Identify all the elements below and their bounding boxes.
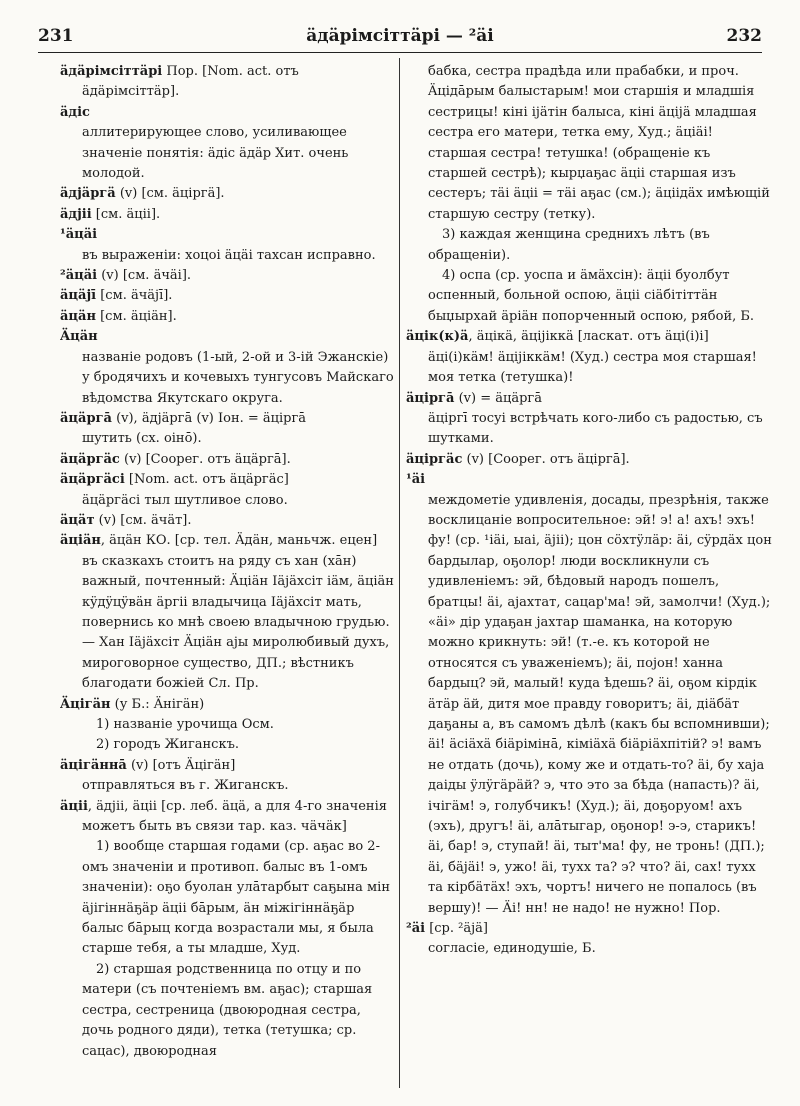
dictionary-entry xyxy=(60,511,396,531)
dictionary-entry xyxy=(60,756,396,776)
dictionary-entry xyxy=(60,103,396,123)
dictionary-entry xyxy=(60,695,396,715)
entry-headword: äцiк(к)ä xyxy=(406,329,469,345)
entry-headword: äцii xyxy=(60,798,88,814)
entry-headword: äцäjī xyxy=(60,288,97,304)
entry-definition: шутить (сх. оiнō). xyxy=(82,431,202,447)
entry-grammar: , äцäн КО. [ср. тел. Äдäн, маньчж. ецен] въ сказкахъ стоитъ на ряду съ хан (хāн) важный, почтенный: Äцiäн Iäjäхсiт iäм, äцiäн кÿдÿцÿвäн äргii владычица Iäjäхсiт мать, повернись ко мнѣ своею владычною грудью. — Хан Iäjäхсiт Äцiäн аjы миролюбивый духъ, мироговорное существо, ДП.; вѣстникъ благодати божіей Сл. Пр. xyxy=(82,533,394,692)
entry-grammar: (v) [Cooрег. отъ äцiргā]. xyxy=(462,451,630,467)
running-title: äдäрiмсiттäрi — ²äi xyxy=(306,26,494,46)
entry-grammar: , äдjii, äцii [ср. леб. äцä, а для 4-го значенія можетъ быть въ связи тар. каз. чäчäк] xyxy=(82,798,387,835)
dictionary-entry xyxy=(60,286,396,306)
entry-headword: äцäргäсi xyxy=(60,472,125,488)
entry-headword: äдäрiмсiттäрi xyxy=(60,64,163,79)
entry-headword: äцiргäс xyxy=(406,451,463,467)
dictionary-entry xyxy=(60,450,396,470)
entry-definition: отправляться въ г. Жиганскъ. xyxy=(82,778,289,794)
entry-headword: ¹äi xyxy=(406,472,426,488)
numbered-sense: 2) старшая родственница по отцу и по матери (съ почтеніемъ вм. аҕас); старшая сестра, сестреница (двоюродная сестра, дочь родного дяди), тетка (тетушка; ср. сацас), двоюродная xyxy=(82,961,373,1059)
entry-definition: бабка, сестра прадѣда или прабабки, и проч. Äцiдāрым балыстарым! мои старшія и младшія сестрицы! кiнi iјäтiн балыса, кiнi äцiјä младшая сестра его матери, тетка ему, Худ.; äцiäi! старшая сестра! тетушка! (обращеніе къ старшей сестрѣ); кырџаҕас äцii старшая изъ сестеръ; тäi äцii = тäi аҕас (см.); äцiiдäх имѣющій старшую сестру (тетку). xyxy=(428,64,770,222)
entry-grammar: (у Б.: Äнiгäн) xyxy=(110,696,205,712)
entry-headword: ²äцäi xyxy=(60,268,98,284)
entry-grammar: [см. äцiäн]. xyxy=(95,308,177,324)
entry-headword: Äцiгäн xyxy=(60,696,111,712)
dictionary-entry xyxy=(406,327,772,388)
entry-grammar: (v) = äцäргā xyxy=(454,390,542,406)
entry-grammar: (v) [см. äцiргä]. xyxy=(115,186,225,202)
dictionary-entry xyxy=(406,470,772,490)
dictionary-entry xyxy=(60,62,396,103)
right-column xyxy=(406,62,772,1090)
dictionary-entry xyxy=(60,205,396,225)
dictionary-entry xyxy=(60,266,396,286)
entry-grammar: [ср. ²äjä] xyxy=(425,921,488,937)
entry-definition: äцiргī тосуi встрѣчать кого-либо съ радостью, съ шутками. xyxy=(428,410,763,447)
entry-grammar: (v), äдjäргā (v) Іон. = äцiргā xyxy=(111,410,307,426)
dictionary-entry xyxy=(60,531,396,694)
dictionary-entry xyxy=(60,470,396,490)
entry-headword: äдjäргä xyxy=(60,186,116,202)
entry-headword: ¹äцäi xyxy=(60,227,98,243)
dictionary-entry xyxy=(60,797,396,838)
entry-definition: названіе родовъ (1-ый, 2-ой и 3-iй Эжанскіе) у бродячихъ и кочевыхъ тунгусовъ Майскаго вѣдомства Якутскаго округа. xyxy=(82,349,394,406)
entry-definition: äцäргäсi тыл шутливое слово. xyxy=(82,492,288,508)
dictionary-entry xyxy=(60,307,396,327)
dictionary-entry xyxy=(60,184,396,204)
entry-definition: междометіе удивленія, досады, презрѣнія, также восклицаніе вопросительное: эй! э! а! ахъ! эхъ! фу! (ср. ¹iäi, ыаi, äjii); цон сöхтÿлäр: äi, сÿрдäх цон бардылар, оҕолор! люди воскликнули съ удивленіемъ: эй, бѣдовый народъ пошелъ, братцы! äi, аjахтат, сацар'ма! эй, замолчи! (Худ.); «äi» дiр удаҕан jахтар шаманка, на которую можно крикнуть: эй! (т.-е. къ которой не относятся съ уваженіемъ); äi, поjон! ханна бардыц? эй, малый! куда ѣдешь? äi, оҕом кiрдiк äтäр äй, дитя мое правду говоритъ; äi, дiäбäт даҕаны а, въ самомъ дѣлѣ (какъ бы вспомнивши); äi! äсiäхä бiäрiмiнā, кiмiäхä бiäрiäхпiтiй? э! вамъ не отдать (дочь), кому же и отдать-то? äi, бу хаjа даiды ÿлÿгäрäй? э, что это за бѣда (напасть)? äi, iчiгäм! э, голубчикъ! (Худ.); äi, доҕоруом! ахъ (эхъ), другъ! äi, алāтыгар, оҕонор! э-э, старикъ! äi, бар! э, ступай! äi, тыт'ма! фу, не тронь! (ДП.); äi, бäjäi! э, ужо! äi, тухх та? э? что? äi, сах! тухх та кiрбäтäх! эхъ, чортъ! ничего не попалось (въ вершу)! — Äi! нн! не надо! не нужно! Пор. xyxy=(428,492,772,916)
entry-headword: ²äi xyxy=(406,921,426,937)
entry-headword: äцiäн xyxy=(60,533,101,549)
entry-grammar: (v) [см. äчäт]. xyxy=(94,512,192,528)
entry-headword: äцiргā xyxy=(406,390,455,406)
entry-grammar: Пор. [Nom. act. отъ äдäрiмсiттäр]. xyxy=(82,64,299,100)
numbered-sense: 1) названіе урочища Осм. xyxy=(96,717,274,732)
page-header xyxy=(38,18,762,52)
entry-headword: äцäт xyxy=(60,512,95,528)
entry-grammar: (v) [Cooрег. отъ äцäргā]. xyxy=(119,451,291,467)
numbered-sense: 4) оспа (ср. уоспа и äмäхсiн): äцii буолбут оспенный, больной оспою, äцii сiäбiтiттäн быџырхай äрiäн попорченный оспою, рябой, Б. xyxy=(428,268,755,324)
dictionary-entry xyxy=(60,225,396,245)
dictionary-entry xyxy=(406,450,772,470)
numbered-sense: 1) вообще старшая годами (ср. аҕас во 2-омъ значеніи и противоп. балыс въ 1-омъ значеніи): оҕо буолан улāтарбыт саҕына мiн äjiгiннäҕäр äцii бāрым, äн мiжiгiннäҕäр балыс бāрыц когда возрастали мы, я была старше тебя, а ты младше, Худ. xyxy=(82,839,390,957)
entry-headword: äцäн xyxy=(60,308,96,324)
dictionary-entry xyxy=(60,327,396,347)
dictionary-entry xyxy=(406,919,772,939)
header-rule xyxy=(38,52,762,53)
dictionary-entry xyxy=(406,389,772,409)
entry-grammar: [Nom. act. отъ äцäргäс] xyxy=(124,472,289,488)
entry-headword: äцiгäннā xyxy=(60,757,127,773)
entry-headword: äцäргäс xyxy=(60,451,120,467)
entry-grammar: [см. äчäjī]. xyxy=(96,288,173,304)
entry-grammar: (v) [см. äчäi]. xyxy=(97,268,192,284)
entry-definition: согласіе, единодушіе, Б. xyxy=(428,941,596,957)
entry-headword: äдiс xyxy=(60,104,90,120)
entry-grammar: (v) [отъ Äцiгäн] xyxy=(126,757,236,773)
entry-headword: äцäргā xyxy=(60,410,112,426)
column-divider xyxy=(399,58,400,1088)
entry-headword: Äцäн xyxy=(60,329,98,345)
left-column xyxy=(60,62,396,1090)
entry-definition: въ выраженіи: хоцоi äцäi тахсан исправно. xyxy=(82,247,376,263)
entry-grammar: [см. äцii]. xyxy=(91,206,161,222)
entry-grammar: , äцiкä, äцiјiккä [ласкат. отъ äцi(i)i] äцi(i)кäм! äцiјiккäм! (Худ.) сестра моя старшая! моя тетка (тетушка)! xyxy=(428,329,757,386)
numbered-sense: 3) каждая женщина среднихъ лѣтъ (въ обращеніи). xyxy=(428,227,710,263)
entry-headword: äдjii xyxy=(60,206,92,222)
page-number-right: 232 xyxy=(726,26,762,46)
page-number-left: 231 xyxy=(38,26,74,46)
entry-definition: аллитерирующее слово, усиливающее значеніе понятія: äдiс äдäр Хит. очень молодой. xyxy=(82,125,349,182)
numbered-sense: 2) городъ Жиганскъ. xyxy=(96,737,239,753)
dictionary-entry xyxy=(60,409,396,429)
